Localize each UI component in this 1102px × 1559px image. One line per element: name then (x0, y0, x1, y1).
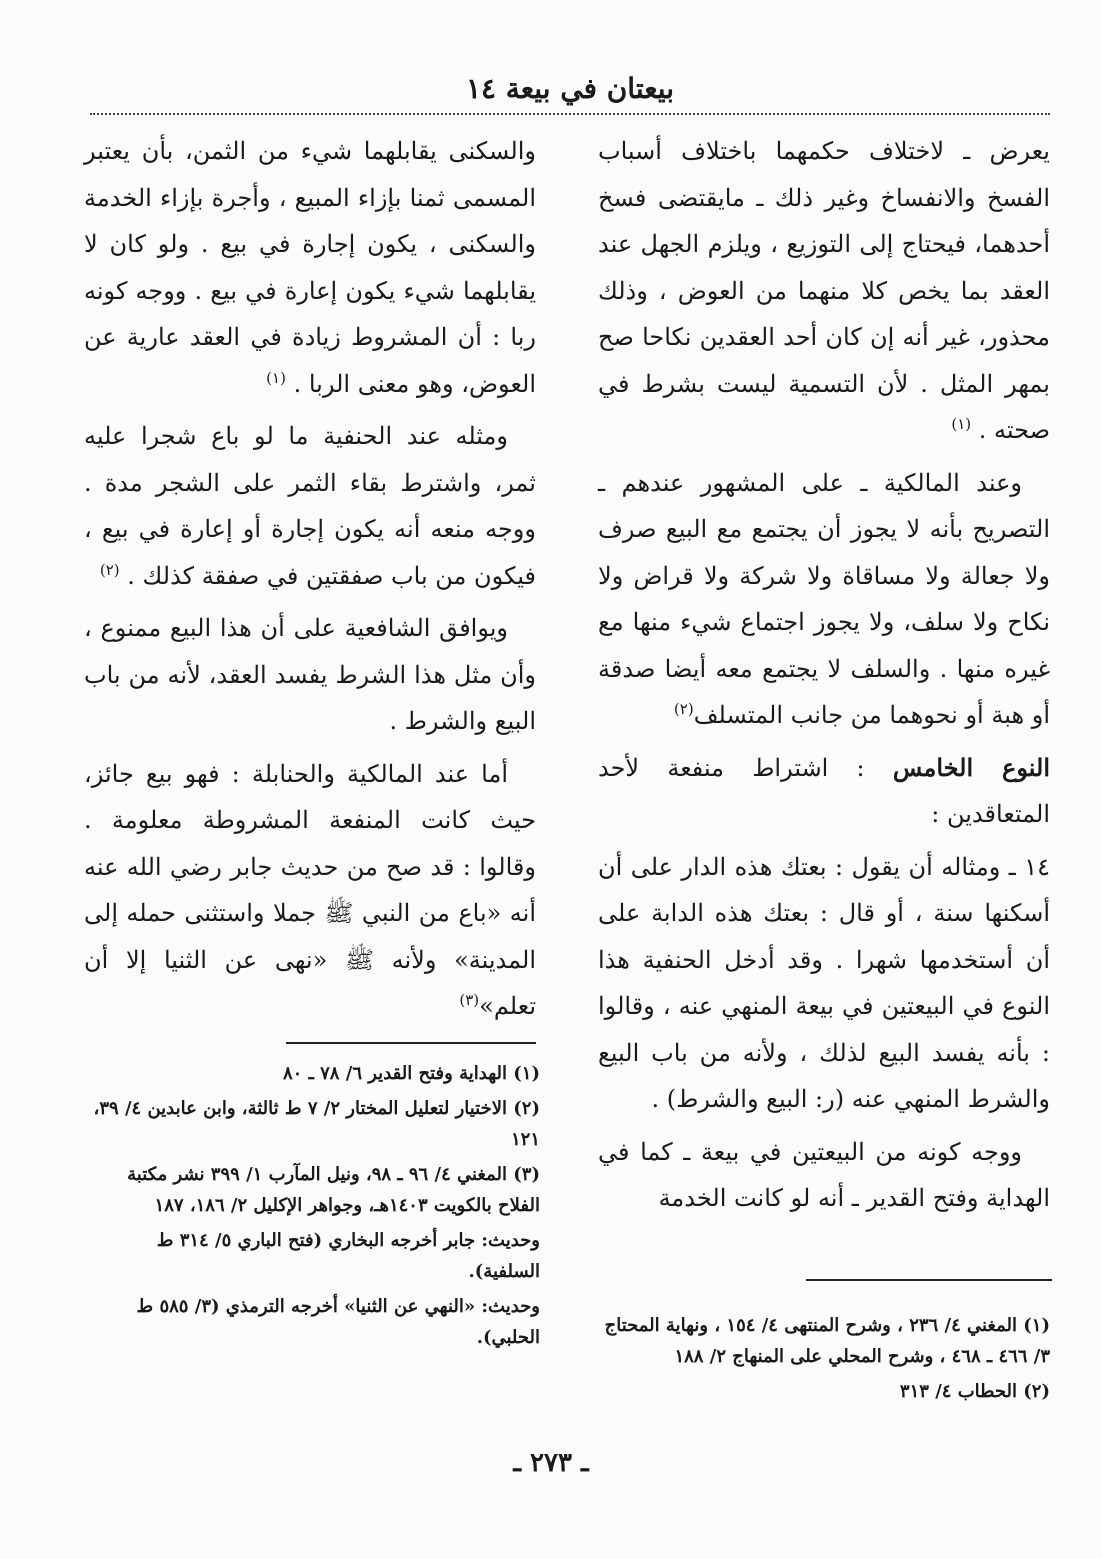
footnote: وحديث: جابر أخرجه البخاري (فتح الباري ٥/ ٣١٤ ط السلفية). (156, 1230, 540, 1282)
footnotes-right (590, 1310, 1050, 1411)
footnote-divider (806, 1279, 1052, 1281)
footnote: وحديث: «النهي عن الثنيا» أخرجه الترمذي (٣/ ٥٨٥ ط الحلبي). (136, 1296, 540, 1348)
header-divider (90, 113, 1050, 115)
page-header: بيعتان في بيعة ١٤ (465, 72, 675, 105)
page-number: ـ ٢٧٣ ـ (513, 1448, 589, 1478)
paragraph: ١٤ ـ ومثاله أن يقول : بعتك هذه الدار على أن أسكنها سنة ، أو قال : بعتك هذه الدابة على أن أستخدمها شهرا . وقد أدخل الحنفية هذا النوع في البيعتين في بيعة المنهي عنه ، وقالوا : بأنه يفسد البيع لذلك ، ولأنه من باب البيع والشرط المنهي عنه (ر: البيع والشرط) . (598, 852, 1050, 1113)
footnote-ref: (٢) (99, 560, 120, 579)
paragraph: والسكنى يقابلهما شيء من الثمن، بأن يعتبر المسمى ثمنا بإزاء المبيع ، وأجرة بإزاء الخدمة والسكنى ، يكون إجارة في بيع . ولو كان لا يقابلهما شيء يكون إعارة في بيع . ووجه كونه ربا : أن المشروط زيادة في العقد عارية عن العوض، وهو معنى الربا . $^{(١)}$ (84, 137, 536, 398)
footnote: (١) الهداية وفتح القدير ٦/ ٧٨ ـ ٨٠ (282, 1063, 540, 1084)
paragraph: وعند المالكية ـ على المشهور عندهم ـ التصريح بأنه لا يجوز أن يجتمع مع البيع صرف ولا جعالة ولا مساقاة ولا شركة ولا قراض ولا نكاح ولا سلف، ولا يجوز اجتماع شيء منها مع غيره منها . والسلف لا يجتمع معه أيضا صدقة أو هبة أو نحوهما من جانب المتسلف$^{(٢)}$ (598, 468, 1050, 729)
right-column (598, 128, 1050, 1228)
paragraph: ومثله عند الحنفية ما لو باع شجرا عليه ثمر، واشترط بقاء الثمر على الشجر مدة . ووجه منعه أنه يكون إجارة أو إعارة في بيع ، فيكون من باب صفقتين في صفقة كذلك . $^{(٢)}$ (84, 422, 536, 590)
paragraph: ويوافق الشافعية على أن هذا البيع ممنوع ، وأن مثل هذا الشرط يفسد العقد، لأنه من باب البيع والشرط . (84, 614, 536, 735)
footnote: (٢) الحطاب ٤/ ٣١٣ (899, 1381, 1050, 1402)
footnote-divider (286, 1042, 536, 1044)
paragraph: يعرض ـ لاختلاف حكمهما باختلاف أسباب الفسخ والانفساخ وغير ذلك ـ مايقتضى فسخ أحدهما، فيحتاج إلى التوزيع ، ويلزم الجهل عند العقد بما يخص كلا منهما من العوض ، وذلك محذور، غير أنه إن كان أحد العقدين نكاحا صح بمهر المثل . لأن التسمية ليست بشرط في صحته . $^{(١)}$ (598, 137, 1050, 444)
footnote-ref: (٢) (673, 700, 694, 718)
footnote-ref: (٣) (459, 991, 480, 1009)
paragraph: أما عند المالكية والحنابلة : فهو بيع جائز، حيث كانت المنفعة المشروطة معلومة . وقالوا : قد صح من حديث جابر رضي الله عنه أنه «باع من النبي ﷺ جملا واستثنى حمله إلى المدينة» ولأنه ﷺ «نهى عن الثنيا إلا أن تعلم»$^{(٣)}$ (84, 759, 536, 1020)
left-column (84, 128, 536, 1036)
paragraph: ووجه كونه من البيعتين في بيعة ـ كما في الهداية وفتح القدير ـ أنه لو كانت الخدمة (598, 1137, 1050, 1212)
footnote: (١) المغني ٤/ ٢٣٦ ، وشرح المنتهى ٤/ ١٥٤ ، ونهاية المحتاج ٣/ ٤٦٦ ـ ٤٦٨ ، وشرح المحلي على المنهاج ٢/ ١٨٨ (604, 1315, 1050, 1367)
section-heading: النوع الخامس : اشتراط منفعة لأحد المتعاقدين : (598, 752, 1050, 828)
footnote-ref: (١) (266, 368, 286, 387)
footnote-ref: (١) (951, 415, 972, 433)
footnotes-left (80, 1058, 540, 1357)
footnote: (٢) الاختيار لتعليل المختار ٢/ ٧ ط ثالثة، وابن عابدين ٤/ ٣٩، ١٢١ (93, 1098, 540, 1150)
footnote: (٣) المغني ٤/ ٩٦ ـ ٩٨، ونيل المآرب ١/ ٣٩٩ نشر مكتبة الفلاح بالكويت ١٤٠٣هـ، وجواهر الإكليل ٢/ ١٨٦، ١٨٧ (127, 1164, 540, 1216)
